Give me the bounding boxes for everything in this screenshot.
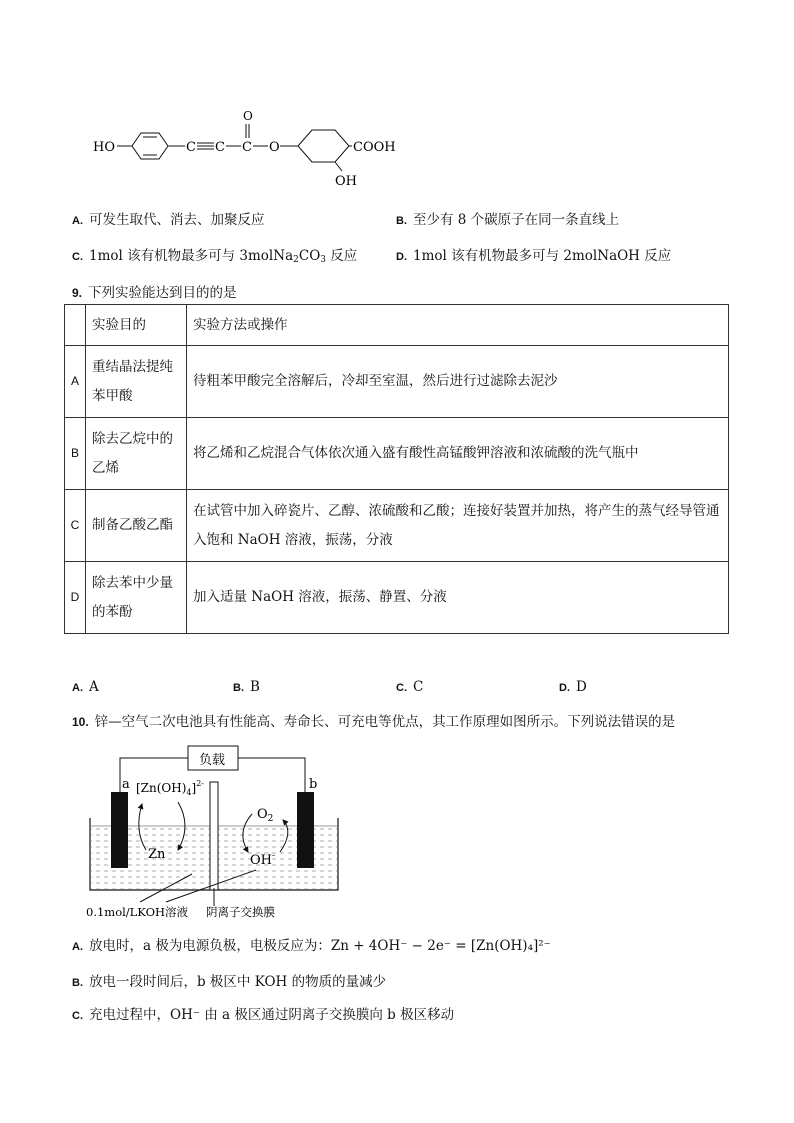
electrode-b-label: b [309, 777, 318, 792]
alkyne-c2: C [215, 140, 225, 155]
question-text: 下列实验能达到目的的是 [88, 285, 237, 301]
option-text: B [250, 679, 260, 695]
zn-label: Zn [148, 847, 166, 862]
question-number: 9. [72, 286, 83, 300]
row-label: D [65, 562, 86, 634]
molecule-structure [90, 105, 410, 190]
table-row [65, 418, 729, 490]
row-method: 加入适量 NaOH 溶液，振荡、静置、分液 [187, 562, 729, 634]
q8-option-b[interactable] [396, 208, 619, 228]
row-label: A [65, 346, 86, 418]
question-number: 10. [72, 715, 89, 729]
option-text: A [89, 679, 99, 695]
ho-label: HO [93, 140, 115, 155]
option-text: C [413, 679, 424, 695]
ester-o: O [269, 140, 280, 155]
membrane [210, 782, 218, 890]
table-row [65, 562, 729, 634]
q9-option-b[interactable] [233, 679, 260, 695]
row-label: C [65, 490, 86, 562]
row-method: 在试管中加入碎瓷片、乙醇、浓硫酸和乙酸；连接好装置并加热，将产生的蒸气经导管通入饱和 NaOH 溶液，振荡，分液 [187, 490, 729, 562]
option-key: D. [559, 682, 570, 694]
option-text-mid: CO [298, 248, 321, 264]
header-blank [65, 305, 86, 346]
ring-oh-label: OH [335, 174, 357, 189]
table-header-row [65, 305, 729, 346]
q8-option-a[interactable] [72, 208, 265, 228]
option-key: B. [396, 215, 407, 227]
electrode-b [297, 792, 314, 868]
option-text-post: 反应 [326, 248, 358, 264]
row-label: B [65, 418, 86, 490]
o2-label: $O_2$ [257, 807, 274, 824]
carbonyl-o: O [243, 109, 253, 123]
q10-option-b[interactable] [72, 970, 386, 990]
q10-stem [72, 710, 675, 730]
option-key: A. [72, 215, 83, 227]
carbonyl-c: C [242, 140, 252, 155]
option-text: 至少有 8 个碳原子在同一条直线上 [413, 212, 620, 228]
option-key: C. [72, 251, 83, 263]
q10-option-c[interactable] [72, 1003, 454, 1023]
option-key: D. [396, 251, 407, 263]
alkyne-c1: C [186, 140, 196, 155]
table-row [65, 490, 729, 562]
option-text: 充电过程中，OH⁻ 由 a 极区通过阴离子交换膜向 b 极区移动 [89, 1007, 455, 1023]
cooh-label: COOH [353, 140, 396, 155]
row-method: 待粗苯甲酸完全溶解后，冷却至室温，然后进行过滤除去泥沙 [187, 346, 729, 418]
option-key: B. [72, 977, 83, 989]
q9-option-a[interactable] [72, 679, 99, 695]
option-text: 可发生取代、消去、加聚反应 [89, 212, 265, 228]
electrode-a [111, 792, 128, 868]
option-text: 放电时，a 极为电源负极，电极反应为：Zn + 4OH⁻ − 2e⁻ = [Zn(OH)₄]²⁻ [89, 938, 551, 954]
oh-label: OH- [250, 851, 276, 868]
option-text: D [576, 679, 587, 695]
option-text: 1mol 该有机物最多可与 2molNaOH 反应 [413, 248, 672, 264]
option-key: A. [72, 682, 83, 694]
row-aim: 除去苯中少量的苯酚 [86, 562, 187, 634]
option-key: A. [72, 941, 83, 953]
experiment-table [64, 304, 729, 634]
battery-diagram [80, 742, 350, 920]
electrode-a-label: a [122, 777, 130, 792]
load-label: 负载 [199, 753, 226, 768]
q9-stem [72, 281, 237, 301]
table-row [65, 346, 729, 418]
option-text: 放电一段时间后，b 极区中 KOH 的物质的量减少 [89, 974, 387, 990]
subscript: 2 [293, 255, 299, 265]
q9-option-d[interactable] [559, 679, 587, 695]
option-key: C. [72, 1010, 83, 1022]
q10-option-a[interactable] [72, 934, 551, 954]
option-key: B. [233, 682, 244, 694]
option-text-pre: 1mol 该有机物最多可与 3molNa [89, 248, 294, 264]
header-aim: 实验目的 [86, 305, 187, 346]
question-text: 锌—空气二次电池具有性能高、寿命长、可充电等优点，其工作原理如图所示。下列说法错误的是 [94, 714, 676, 730]
solution-label: 0.1mol/LKOH溶液 [86, 905, 189, 919]
subscript: 3 [320, 255, 326, 265]
row-aim: 制备乙酸乙酯 [86, 490, 187, 562]
q8-option-c[interactable] [72, 244, 357, 265]
header-method: 实验方法或操作 [187, 305, 729, 346]
row-aim: 重结晶法提纯苯甲酸 [86, 346, 187, 418]
membrane-label: 阴离子交换膜 [206, 905, 275, 919]
row-aim: 除去乙烷中的乙烯 [86, 418, 187, 490]
row-method: 将乙烯和乙烷混合气体依次通入盛有酸性高锰酸钾溶液和浓硫酸的洗气瓶中 [187, 418, 729, 490]
q9-option-c[interactable] [396, 679, 423, 695]
option-key: C. [396, 682, 407, 694]
zincate-label: $[Zn(OH)_4]^{2-}$ [136, 779, 204, 797]
q8-option-d[interactable] [396, 244, 671, 264]
